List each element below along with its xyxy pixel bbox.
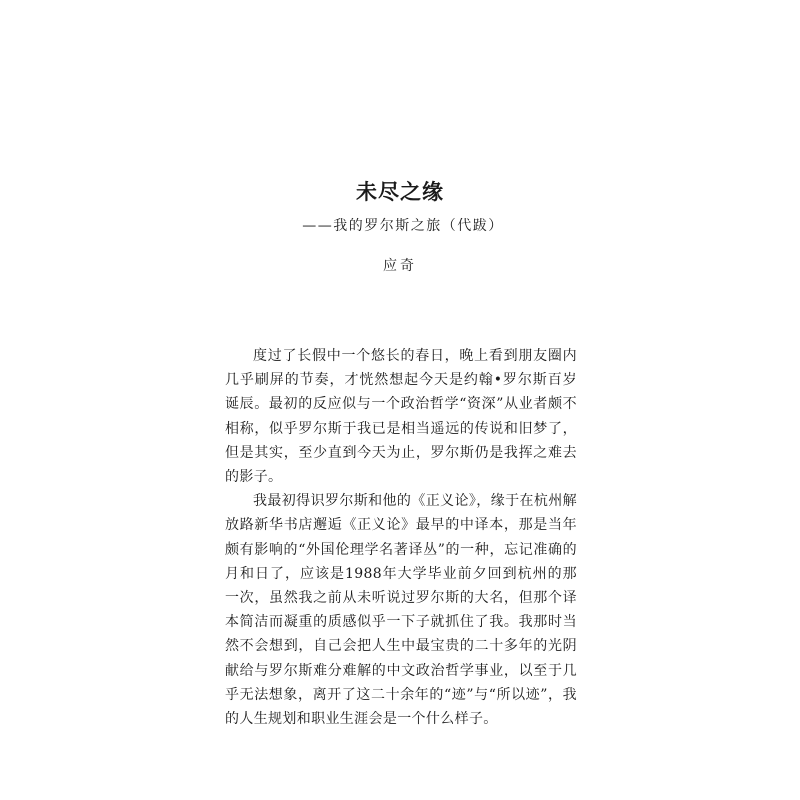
body-paragraph-2: 我最初得识罗尔斯和他的《正义论》，缘于在杭州解放路新华书店邂逅《正义论》最早的中译本，那是当年颇有影响的“外国伦理学名著译丛”的一种，忘记准确的月和日了，应该是1988年大学毕业前夕回到杭州的那一次，虽然我之前从未听说过罗尔斯的大名，但那个译本简洁而凝重的质感似乎一下子就抓住了我。我那时当然不会想到，自己会把人生中最宝贵的二十多年的光阴献给与罗尔斯难分难解的中文政治哲学事业，以至于几乎无法想象，离开了这二十余年的“迹”与“所以迹”，我的人生规划和职业生涯会是一个什么样子。 xyxy=(225,493,577,728)
article-author: 应奇 xyxy=(383,258,417,274)
article-title: 未尽之缘 xyxy=(356,179,444,204)
article-body xyxy=(225,344,577,731)
article-subtitle: ——我的罗尔斯之旅（代跋） xyxy=(302,218,504,234)
body-paragraph-1: 度过了长假中一个悠长的春日，晚上看到朋友圈内几乎刷屏的节奏，才恍然想起今天是约翰•罗尔斯百岁诞辰。最初的反应似与一个政治哲学“资深”从业者颇不相称，似乎罗尔斯于我已是相当遥远的传说和旧梦了，但是其实，至少直到今天为止，罗尔斯仍是我挥之难去的影子。 xyxy=(225,348,577,486)
